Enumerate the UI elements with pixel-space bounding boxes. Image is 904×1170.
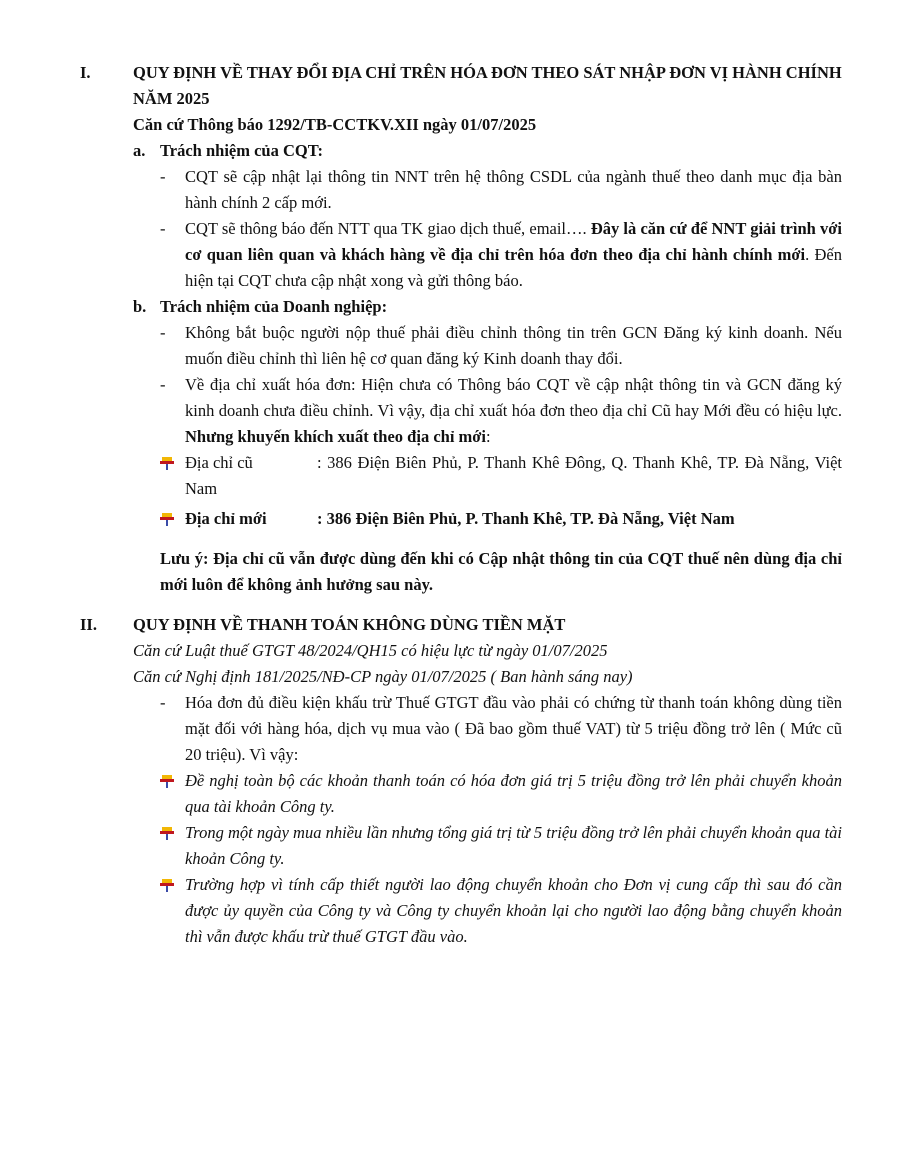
section-1-heading: [0, 60, 904, 112]
part-a-letter: a.: [133, 141, 146, 160]
new-address-label: Địa chỉ mới: [185, 509, 267, 528]
section-2-bullet-1-text: Đề nghị toàn bộ các khoản thanh toán có hóa đơn giá trị 5 triệu đồng trở lên phải chuyển khoản qua tài khoản Công ty.: [185, 771, 842, 816]
part-b-item-2-end: :: [486, 427, 491, 446]
part-a-item-2-end: . Đến hiện tại CQT chưa cập nhật xong và gửi thông báo.: [185, 245, 842, 290]
part-b-item-1-text: Không bắt buộc người nộp thuế phải điều chỉnh thông tin trên GCN Đăng ký kinh doanh. Nếu muốn điều chỉnh thì liên hệ cơ quan đăng ký Kinh doanh thay đổi.: [185, 323, 842, 368]
part-b-item-2: [0, 372, 904, 450]
dash-marker: -: [160, 219, 166, 238]
section-2-bullet-2: [0, 820, 904, 872]
dash-marker: -: [160, 323, 166, 342]
section-1-number: I.: [80, 63, 91, 82]
dash-marker: -: [160, 693, 166, 712]
part-b-heading: [0, 294, 904, 320]
section-2-bullet-3: [0, 872, 904, 950]
part-a-title: Trách nhiệm của CQT:: [160, 141, 324, 160]
section-2-bullet-1: [0, 768, 904, 820]
note-paragraph: Lưu ý: Địa chỉ cũ vẫn được dùng đến khi có Cập nhật thông tin của CQT thuế nên dùng địa chỉ mới luôn để không ảnh hưởng sau này.: [160, 549, 842, 594]
new-address-row: [0, 506, 904, 532]
document-page: [0, 60, 904, 950]
section-2-title: QUY ĐỊNH VỀ THANH TOÁN KHÔNG DÙNG TIỀN MẶT: [133, 615, 566, 634]
part-a-item-1: [0, 164, 904, 216]
part-b-item-1: [0, 320, 904, 372]
pushpin-icon: [160, 512, 174, 526]
dash-marker: -: [160, 375, 166, 394]
pushpin-icon: [160, 456, 174, 470]
pushpin-icon: [160, 826, 174, 840]
section-2-item-1: [0, 690, 904, 768]
section-2-heading: [0, 612, 904, 638]
dash-marker: -: [160, 167, 166, 186]
part-a-heading: [0, 138, 904, 164]
section-2-number: II.: [80, 615, 97, 634]
part-a-item-2-bold: Đây là căn cứ để NNT giải trình với cơ quan liên quan và khách hàng về địa chỉ trên hóa đơn theo địa chỉ hành chính mới: [185, 219, 842, 264]
old-address-label: Địa chỉ cũ: [185, 453, 253, 472]
old-address-row: [0, 450, 904, 502]
section-2-bullet-3-text: Trường hợp vì tính cấp thiết người lao động chuyển khoản cho Đơn vị cung cấp thì sau đó cần được ủy quyền của Công ty và Công ty chuyển khoản lại cho người lao động bằng chuyển khoản thì vẫn được khấu trừ thuế GTGT đầu vào.: [185, 875, 842, 946]
part-b-item-2-bold: Nhưng khuyến khích xuất theo địa chỉ mới: [185, 427, 486, 446]
section-2-basis-2: Căn cứ Nghị định 181/2025/NĐ-CP ngày 01/07/2025 ( Ban hành sáng nay): [133, 667, 633, 686]
section-2-basis-1: Căn cứ Luật thuế GTGT 48/2024/QH15 có hiệu lực từ ngày 01/07/2025: [133, 641, 608, 660]
new-address-value: : 386 Điện Biên Phủ, P. Thanh Khê, TP. Đà Nẵng, Việt Nam: [317, 509, 735, 528]
section-2-item-1-text: Hóa đơn đủ điều kiện khấu trừ Thuế GTGT đầu vào phải có chứng từ thanh toán không dùng tiền mặt đối với hàng hóa, dịch vụ mua vào ( Đã bao gồm thuế VAT) từ 5 triệu đồng trở lên ( Mức cũ 20 triệu). Vì vậy:: [185, 693, 842, 764]
part-a-item-1-text: CQT sẽ cập nhật lại thông tin NNT trên hệ thông CSDL của ngành thuế theo danh mục địa bàn hành chính 2 cấp mới.: [185, 167, 842, 212]
section-1-basis: Căn cứ Thông báo 1292/TB-CCTKV.XII ngày 01/07/2025: [133, 115, 537, 134]
old-address-value: : 386 Điện Biên Phủ, P. Thanh Khê Đông, Q. Thanh Khê, TP. Đà Nẵng, Việt Nam: [185, 453, 842, 498]
pushpin-icon: [160, 774, 174, 788]
pushpin-icon: [160, 878, 174, 892]
section-2-bullet-2-text: Trong một ngày mua nhiều lần nhưng tổng giá trị từ 5 triệu đồng trở lên phải chuyển khoản qua tài khoản Công ty.: [185, 823, 842, 868]
part-b-item-2-start: Về địa chỉ xuất hóa đơn: Hiện chưa có Thông báo CQT về cập nhật thông tin và GCN đăng ký kinh doanh chưa điều chỉnh. Vì vậy, địa chỉ xuất hóa đơn theo địa chỉ Cũ hay Mới đều có hiệu lực.: [185, 375, 842, 420]
part-a-item-2: [0, 216, 904, 294]
part-b-title: Trách nhiệm của Doanh nghiệp:: [160, 297, 388, 316]
part-b-letter: b.: [133, 297, 147, 316]
section-1-title: QUY ĐỊNH VỀ THAY ĐỔI ĐỊA CHỈ TRÊN HÓA ĐƠN THEO SÁT NHẬP ĐƠN VỊ HÀNH CHÍNH NĂM 2025: [133, 63, 842, 108]
part-a-item-2-start: CQT sẽ thông báo đến NTT qua TK giao dịch thuế, email….: [185, 219, 591, 238]
